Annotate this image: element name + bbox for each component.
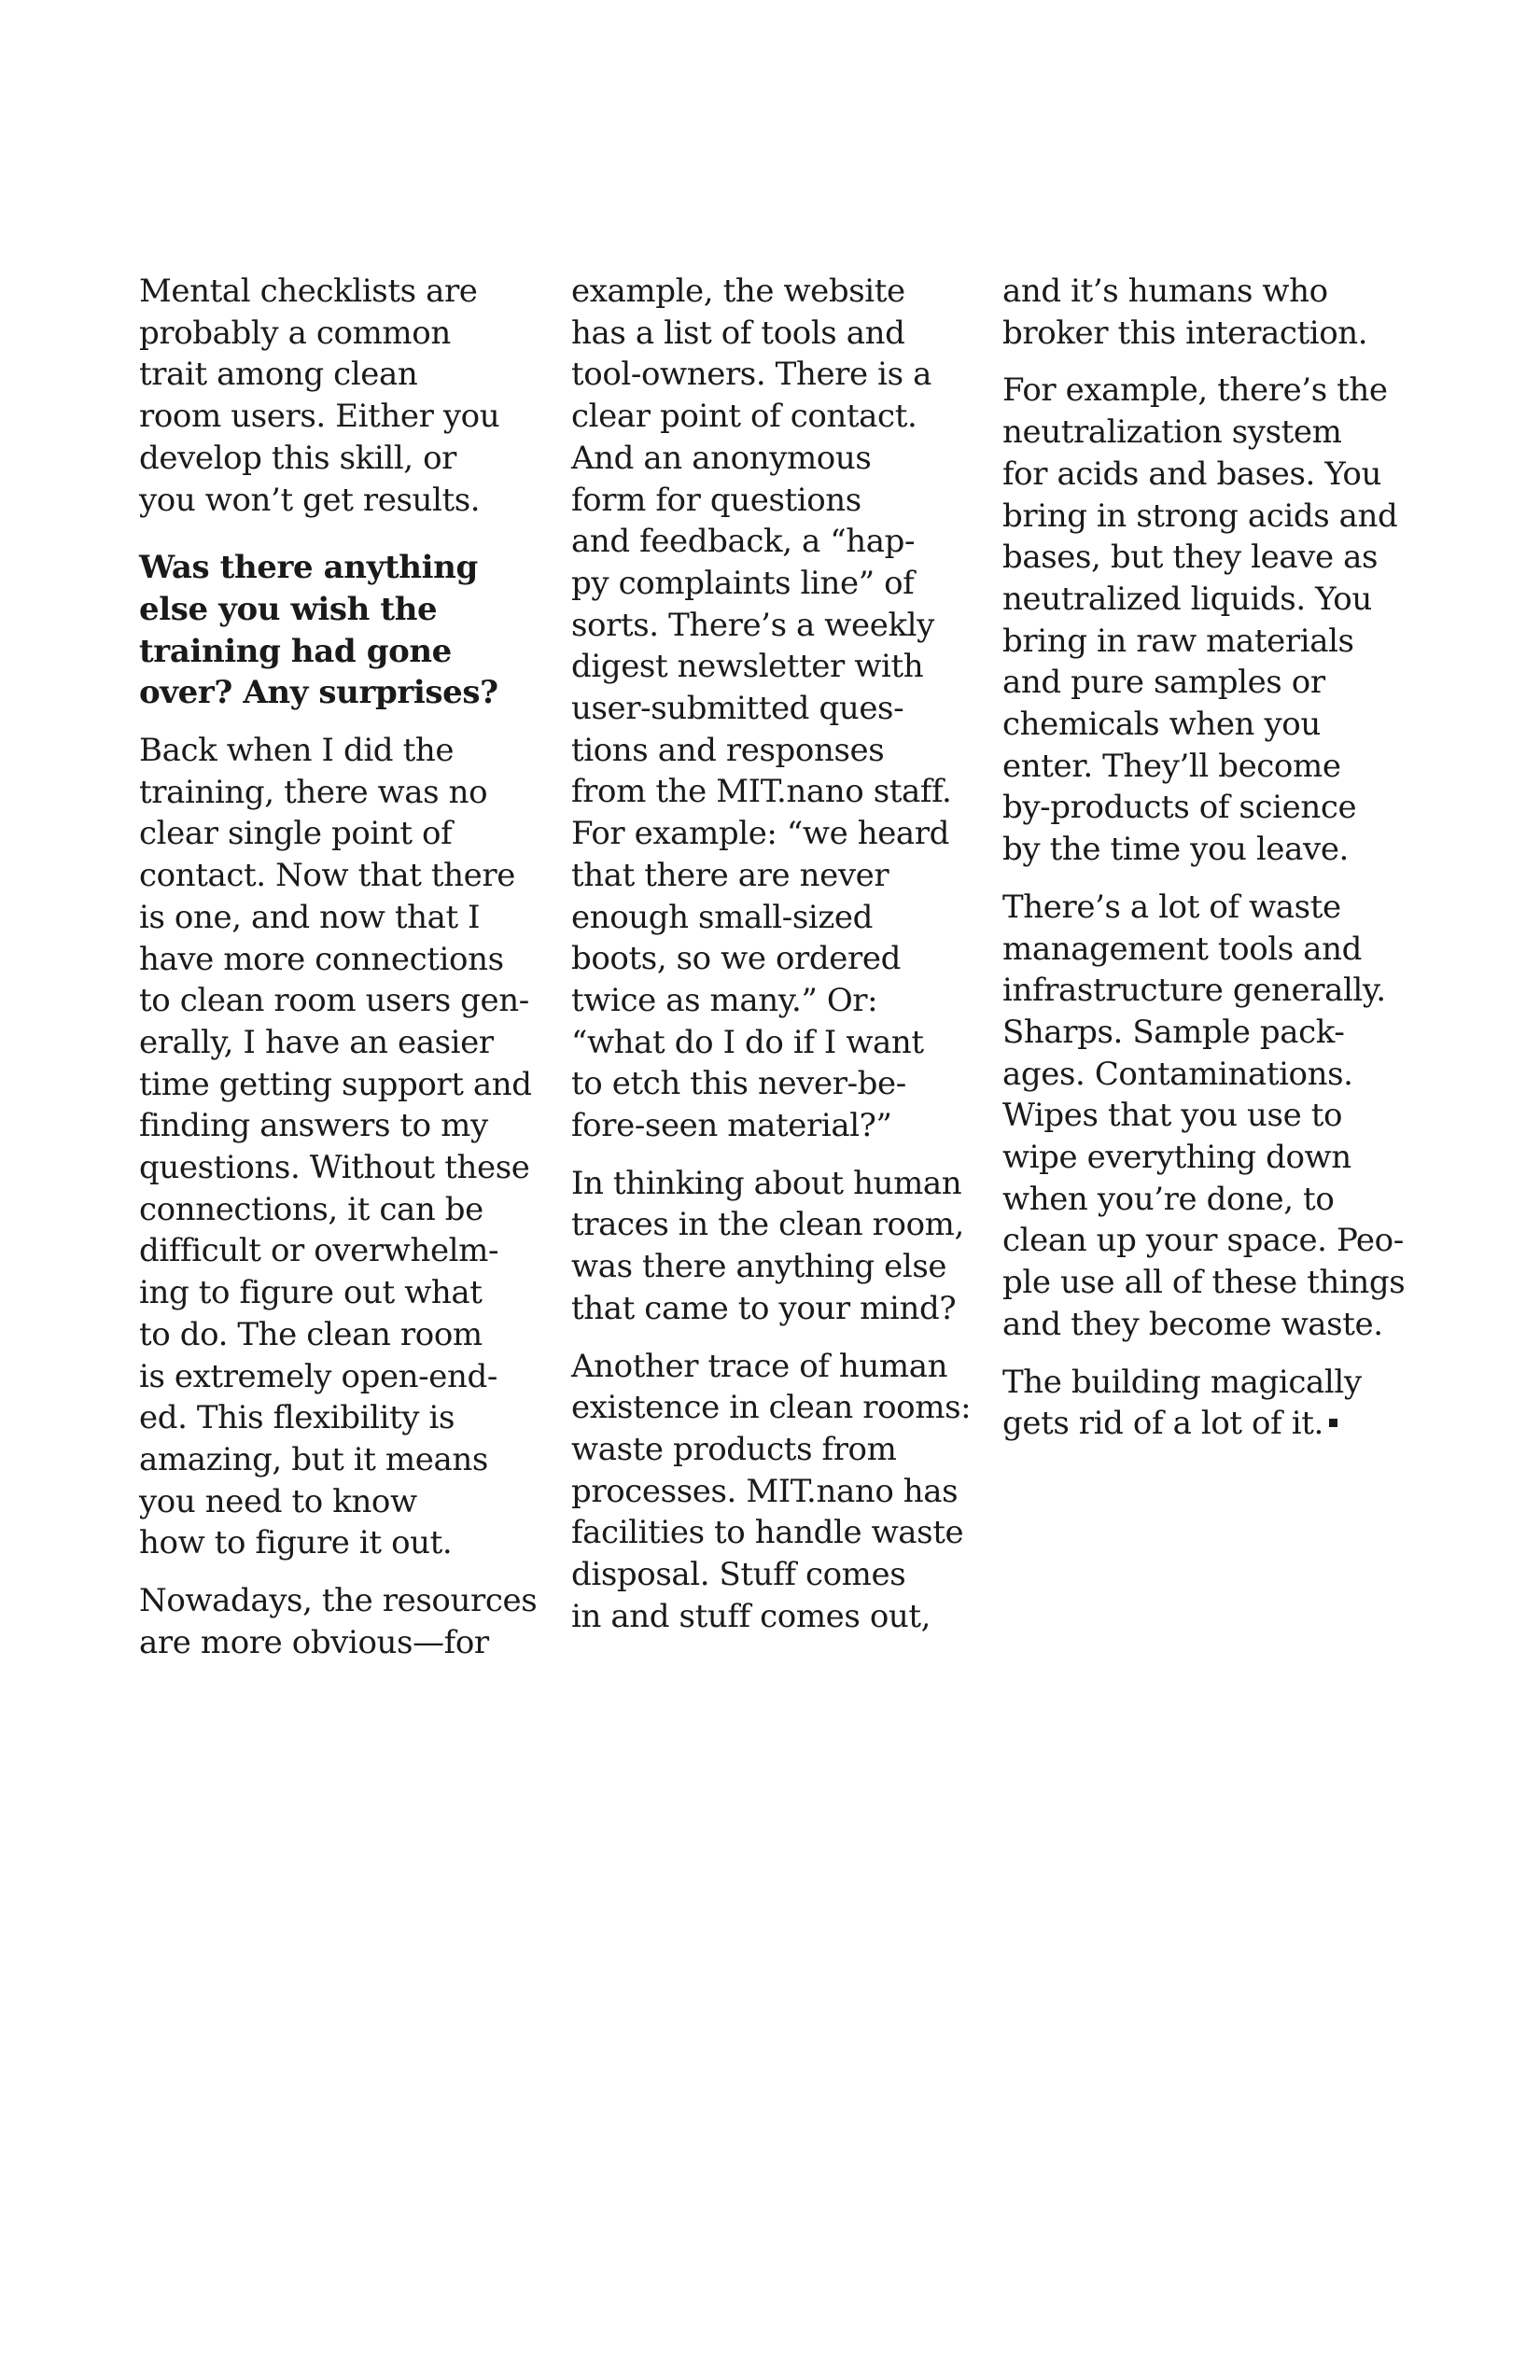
text-line: traces in the clean room, <box>571 1206 964 1244</box>
text-line: ple use all of these things <box>1002 1264 1406 1302</box>
paragraph <box>571 1163 963 1330</box>
text-line: enough small-sized <box>571 898 873 936</box>
text-line: wipe everything down <box>1002 1139 1351 1177</box>
paragraph <box>1002 1362 1394 1445</box>
text-line: in and stuff comes out, <box>571 1597 931 1635</box>
text-line: Another trace of human <box>571 1347 948 1385</box>
text-line: “what do I do if I want <box>571 1023 924 1061</box>
text-line: clean up your space. Peo- <box>1002 1222 1404 1260</box>
text-line: training had gone <box>139 632 452 670</box>
text-line: broker this interaction. <box>1002 314 1368 352</box>
text-line: chemicals when you <box>1002 706 1321 744</box>
text-line: is extremely open-end- <box>139 1357 497 1395</box>
text-line: bring in strong acids and <box>1002 497 1398 535</box>
end-of-article-square-icon <box>1329 1419 1337 1427</box>
text-line: trait among clean <box>139 356 418 394</box>
text-line: fore-seen material?” <box>571 1107 892 1145</box>
text-line: tool-owners. There is a <box>571 356 931 394</box>
text-line: enter. They’ll become <box>1002 747 1341 785</box>
text-line: erally, I have an easier <box>139 1023 494 1061</box>
text-line: Back when I did the <box>139 732 455 770</box>
paragraph <box>139 730 531 1564</box>
text-line: digest newsletter with <box>571 648 924 686</box>
text-line-content: gets rid of a lot of it. <box>1002 1405 1323 1443</box>
text-line: by-products of science <box>1002 789 1357 827</box>
paragraph <box>1002 271 1394 354</box>
text-line: bases, but they leave as <box>1002 539 1379 577</box>
text-line: sorts. There’s a weekly <box>571 606 934 644</box>
text-line: you won’t get results. <box>139 481 481 519</box>
text-line: and they become waste. <box>1002 1305 1383 1343</box>
text-line: to do. The clean room <box>139 1315 483 1353</box>
paragraph <box>139 271 531 521</box>
text-line: neutralization system <box>1002 413 1342 452</box>
text-line: processes. MIT.nano has <box>571 1472 959 1510</box>
paragraph <box>1002 370 1398 870</box>
text-line: infrastructure generally. <box>1002 972 1386 1010</box>
text-line: The building magically <box>1002 1363 1362 1401</box>
text-line: For example, there’s the <box>1002 371 1388 410</box>
text-line: ed. This flexibility is <box>139 1399 455 1437</box>
text-line: boots, so we ordered <box>571 940 901 978</box>
text-line: waste products from <box>571 1430 897 1468</box>
text-column-3 <box>1002 271 1406 1461</box>
text-line: probably a common <box>139 314 451 352</box>
text-line: contact. Now that there <box>139 857 515 895</box>
text-line: from the MIT.nano staff. <box>571 773 952 811</box>
text-line: to etch this never-be- <box>571 1065 906 1103</box>
text-line: ages. Contaminations. <box>1002 1055 1353 1093</box>
text-line: In thinking about human <box>571 1164 962 1202</box>
text-line: training, there was no <box>139 773 488 811</box>
text-line: amazing, but it means <box>139 1440 488 1478</box>
text-line: to clean room users gen- <box>139 982 529 1020</box>
text-line: over? Any surprises? <box>139 674 498 712</box>
text-line: For example: “we heard <box>571 815 950 853</box>
text-line: user-submitted ques- <box>571 690 904 728</box>
text-line: existence in clean rooms: <box>571 1389 972 1427</box>
paragraph <box>139 1580 538 1663</box>
text-line: room users. Either you <box>139 398 500 436</box>
text-line: bring in raw materials <box>1002 622 1354 660</box>
text-line: connections, it can be <box>139 1190 483 1228</box>
text-line: Was there anything <box>139 549 478 587</box>
text-line: questions. Without these <box>139 1149 530 1187</box>
text-line: clear point of contact. <box>571 398 917 436</box>
text-line: tions and responses <box>571 731 885 769</box>
text-line: Sharps. Sample pack- <box>1002 1013 1345 1051</box>
text-line: disposal. Stuff comes <box>571 1556 906 1594</box>
text-line: was there anything else <box>571 1248 947 1286</box>
text-line: that came to your mind? <box>571 1289 957 1327</box>
text-line: And an anonymous <box>571 439 872 477</box>
text-line: when you’re done, to <box>1002 1180 1335 1218</box>
text-line: how to figure it out. <box>139 1524 453 1562</box>
text-line: develop this skill, or <box>139 439 457 477</box>
text-line: twice as many.” Or: <box>571 981 878 1019</box>
question-heading <box>139 547 531 714</box>
text-column-2 <box>571 271 972 1654</box>
text-line: by the time you leave. <box>1002 831 1349 869</box>
text-line: clear single point of <box>139 815 453 853</box>
text-column-1 <box>139 271 538 1680</box>
text-line: Nowadays, the resources <box>139 1582 538 1620</box>
text-line: for acids and bases. You <box>1002 455 1381 493</box>
text-line: facilities to handle waste <box>571 1514 964 1552</box>
text-line: else you wish the <box>139 590 438 628</box>
text-line: form for questions <box>571 481 861 519</box>
text-line: example, the website <box>571 273 905 310</box>
text-line: time getting support and <box>139 1065 532 1103</box>
text-line: is one, and now that I <box>139 898 481 936</box>
text-line: Wipes that you use to <box>1002 1097 1343 1135</box>
text-line: difficult or overwhelm- <box>139 1232 499 1270</box>
text-line: neutralized liquids. You <box>1002 580 1372 618</box>
text-line <box>1002 1403 1394 1445</box>
text-line: ing to figure out what <box>139 1274 483 1312</box>
text-line: and feedback, a “hap- <box>571 523 916 561</box>
text-line: and pure samples or <box>1002 664 1325 702</box>
text-line: that there are never <box>571 856 889 894</box>
text-line: and it’s humans who <box>1002 273 1328 310</box>
paragraph <box>571 1346 972 1638</box>
text-line: py complaints line” of <box>571 564 915 602</box>
text-line: There’s a lot of waste <box>1002 888 1341 926</box>
paragraph <box>571 271 963 1147</box>
text-line: you need to know <box>139 1482 417 1520</box>
text-line: has a list of tools and <box>571 314 905 352</box>
paragraph <box>1002 887 1406 1346</box>
text-line: have more connections <box>139 940 504 978</box>
text-line: management tools and <box>1002 930 1362 968</box>
text-line: are more obvious—for <box>139 1623 489 1661</box>
text-line: Mental checklists are <box>139 273 478 310</box>
text-line: finding answers to my <box>139 1107 488 1145</box>
